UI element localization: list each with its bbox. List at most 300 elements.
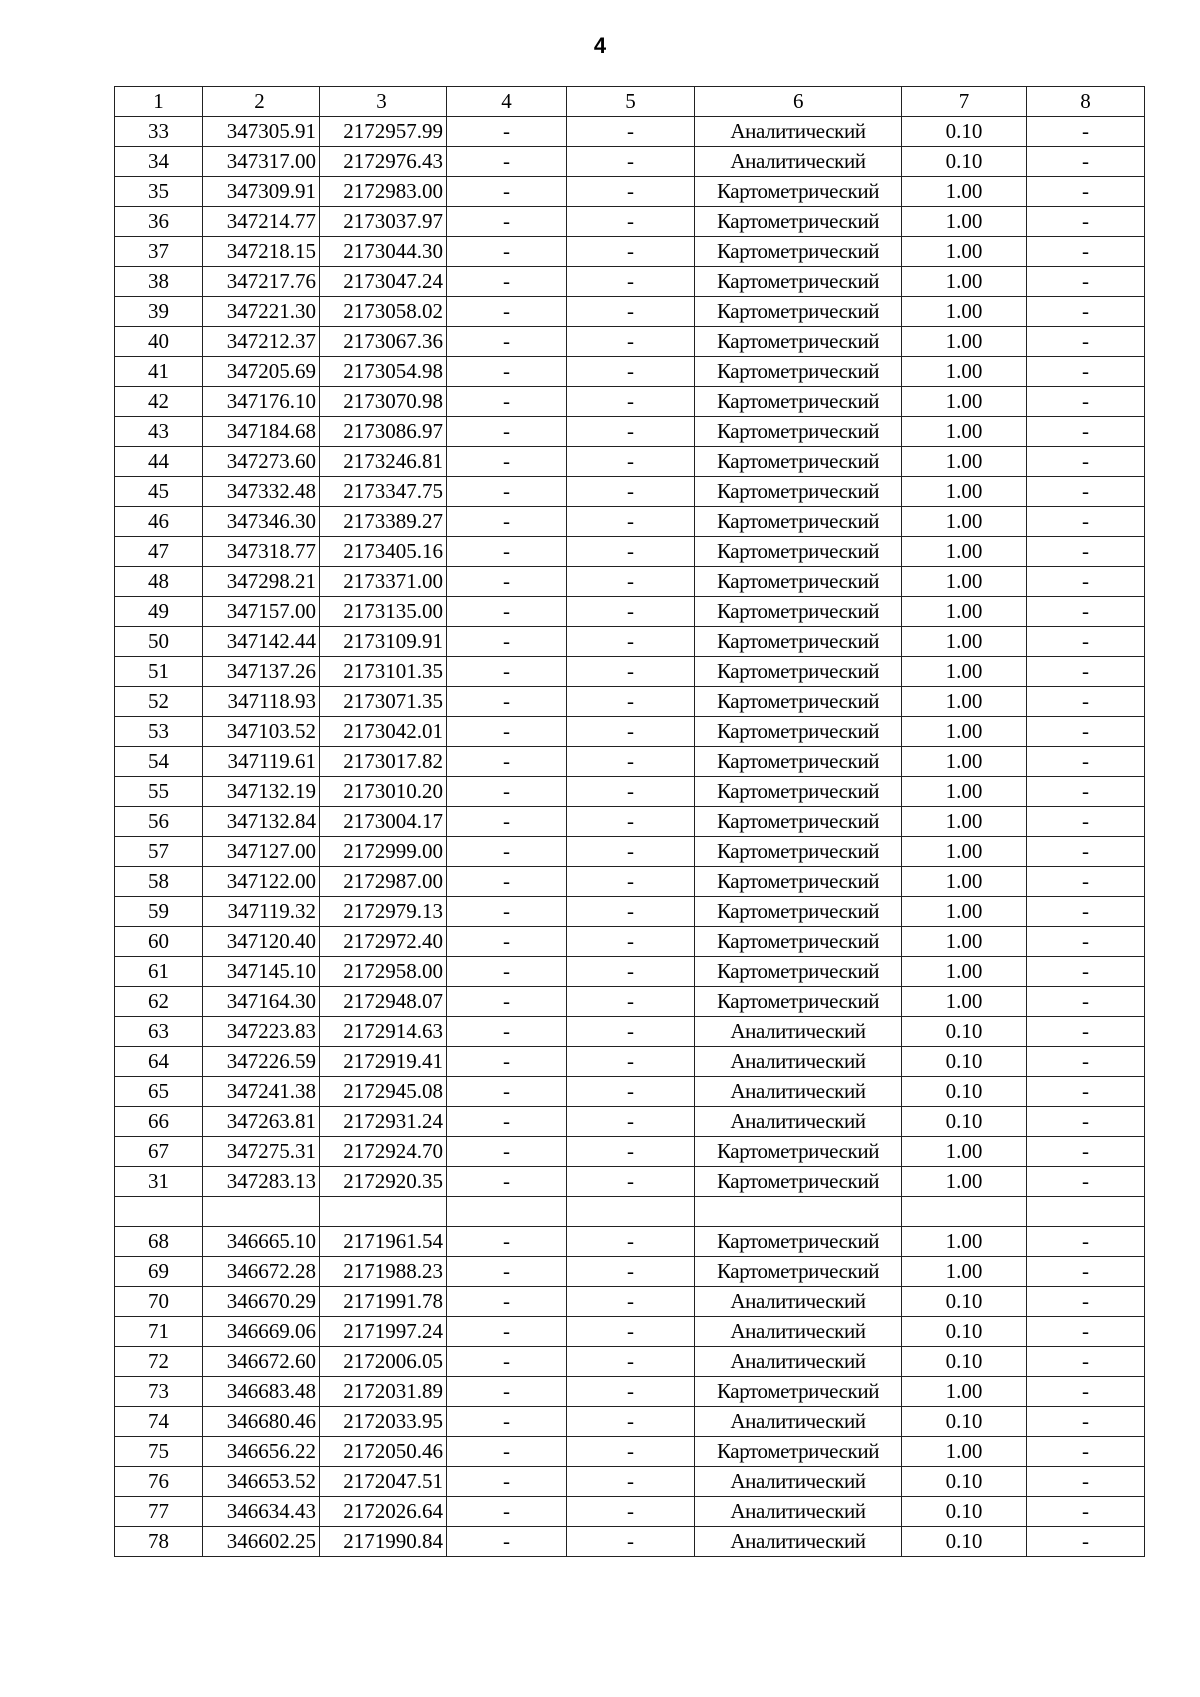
table-cell: 1.00 — [902, 267, 1027, 297]
table-cell: 346680.46 — [203, 1407, 320, 1437]
table-cell: - — [567, 1257, 695, 1287]
table-cell: Картометрический — [695, 477, 902, 507]
table-cell: 0.10 — [902, 1347, 1027, 1377]
table-cell: 346665.10 — [203, 1227, 320, 1257]
table-cell: 1.00 — [902, 987, 1027, 1017]
table-cell: - — [447, 1167, 567, 1197]
table-cell — [447, 1197, 567, 1227]
table-cell: Картометрический — [695, 657, 902, 687]
table-cell: 60 — [115, 927, 203, 957]
table-cell: - — [1027, 1167, 1145, 1197]
table-cell: 347283.13 — [203, 1167, 320, 1197]
table-cell: 2171997.24 — [320, 1317, 447, 1347]
table-cell: 347212.37 — [203, 327, 320, 357]
table-cell: 2172026.64 — [320, 1497, 447, 1527]
table-cell: - — [1027, 777, 1145, 807]
table-cell: Картометрический — [695, 387, 902, 417]
table-cell: - — [1027, 717, 1145, 747]
table-cell: 2173058.02 — [320, 297, 447, 327]
table-cell: - — [567, 1017, 695, 1047]
table-cell: - — [447, 147, 567, 177]
table-cell: 2173047.24 — [320, 267, 447, 297]
table-cell: - — [567, 1137, 695, 1167]
table-row — [115, 1287, 1145, 1317]
table-cell: 48 — [115, 567, 203, 597]
table-cell: - — [567, 1467, 695, 1497]
table-cell: - — [567, 537, 695, 567]
table-cell: 347298.21 — [203, 567, 320, 597]
table-cell: - — [1027, 1227, 1145, 1257]
table-cell: 2172919.41 — [320, 1047, 447, 1077]
table-cell: 2173109.91 — [320, 627, 447, 657]
table-cell: - — [447, 987, 567, 1017]
table-cell: 347221.30 — [203, 297, 320, 327]
table-cell: Картометрический — [695, 897, 902, 927]
table-cell: 347184.68 — [203, 417, 320, 447]
table-cell: 2172047.51 — [320, 1467, 447, 1497]
table-cell: 2172033.95 — [320, 1407, 447, 1437]
table-cell: - — [1027, 327, 1145, 357]
table-cell: Картометрический — [695, 957, 902, 987]
table-cell: 347226.59 — [203, 1047, 320, 1077]
table-cell: 2173010.20 — [320, 777, 447, 807]
table-cell: 347332.48 — [203, 477, 320, 507]
table-cell: 64 — [115, 1047, 203, 1077]
table-cell: - — [447, 1467, 567, 1497]
table-cell: - — [447, 297, 567, 327]
table-cell: 1.00 — [902, 237, 1027, 267]
table-cell: 2172050.46 — [320, 1437, 447, 1467]
table-cell: - — [447, 1527, 567, 1557]
table-cell: - — [567, 807, 695, 837]
table-row — [115, 897, 1145, 927]
table-row — [115, 807, 1145, 837]
table-cell: - — [447, 207, 567, 237]
table-cell: 347137.26 — [203, 657, 320, 687]
table-cell: 44 — [115, 447, 203, 477]
table-cell: 65 — [115, 1077, 203, 1107]
table-cell: 347122.00 — [203, 867, 320, 897]
column-header-1: 1 — [115, 87, 203, 117]
table-cell: 347217.76 — [203, 267, 320, 297]
table-row — [115, 447, 1145, 477]
table-cell: 1.00 — [902, 897, 1027, 927]
table-cell: 0.10 — [902, 1497, 1027, 1527]
table-cell: - — [1027, 1437, 1145, 1467]
table-cell: - — [567, 1077, 695, 1107]
table-cell: 1.00 — [902, 807, 1027, 837]
table-cell: 71 — [115, 1317, 203, 1347]
table-cell: - — [1027, 297, 1145, 327]
table-cell: 58 — [115, 867, 203, 897]
table-cell: 59 — [115, 897, 203, 927]
table-cell: 1.00 — [902, 657, 1027, 687]
table-cell: 0.10 — [902, 1077, 1027, 1107]
table-row — [115, 747, 1145, 777]
table-cell: - — [567, 1317, 695, 1347]
table-cell: - — [447, 507, 567, 537]
table-cell: 51 — [115, 657, 203, 687]
table-cell: 2173042.01 — [320, 717, 447, 747]
table-cell: Аналитический — [695, 1047, 902, 1077]
table-cell: Картометрический — [695, 867, 902, 897]
table-row — [115, 597, 1145, 627]
table-cell: 1.00 — [902, 507, 1027, 537]
table-cell: Аналитический — [695, 1527, 902, 1557]
table-cell: - — [447, 747, 567, 777]
table-cell: 1.00 — [902, 177, 1027, 207]
table-row — [115, 1377, 1145, 1407]
table-row — [115, 657, 1145, 687]
table-row — [115, 1257, 1145, 1287]
table-cell: 39 — [115, 297, 203, 327]
table-row — [115, 1077, 1145, 1107]
table-cell — [115, 1197, 203, 1227]
table-row — [115, 957, 1145, 987]
table-cell: - — [1027, 1347, 1145, 1377]
table-cell: - — [1027, 267, 1145, 297]
table-cell: - — [447, 1137, 567, 1167]
table-cell: Аналитический — [695, 1317, 902, 1347]
table-cell: 2172006.05 — [320, 1347, 447, 1377]
table-cell: - — [1027, 1077, 1145, 1107]
table-cell: 1.00 — [902, 1377, 1027, 1407]
table-cell: 347176.10 — [203, 387, 320, 417]
table-cell: 1.00 — [902, 837, 1027, 867]
table-cell: 77 — [115, 1497, 203, 1527]
table-cell: 34 — [115, 147, 203, 177]
table-cell: 40 — [115, 327, 203, 357]
page-number: 4 — [593, 33, 607, 58]
table-row — [115, 567, 1145, 597]
table-row — [115, 777, 1145, 807]
column-header-4: 4 — [447, 87, 567, 117]
table-cell: 57 — [115, 837, 203, 867]
table-cell: 36 — [115, 207, 203, 237]
table-cell: - — [567, 927, 695, 957]
table-cell: Аналитический — [695, 147, 902, 177]
table-cell: - — [447, 1047, 567, 1077]
table-cell: 1.00 — [902, 1257, 1027, 1287]
column-header-2: 2 — [203, 87, 320, 117]
table-row — [115, 1047, 1145, 1077]
table-cell: Картометрический — [695, 777, 902, 807]
table-cell: 347241.38 — [203, 1077, 320, 1107]
table-cell: - — [447, 417, 567, 447]
table-row — [115, 1527, 1145, 1557]
table-cell: - — [447, 777, 567, 807]
table-cell: - — [447, 177, 567, 207]
table-cell: 1.00 — [902, 1167, 1027, 1197]
table-cell: - — [447, 687, 567, 717]
table-cell: 347132.19 — [203, 777, 320, 807]
table-row — [115, 507, 1145, 537]
table-cell: 2173054.98 — [320, 357, 447, 387]
table-cell: 52 — [115, 687, 203, 717]
table-cell: 2172924.70 — [320, 1137, 447, 1167]
table-cell: - — [567, 237, 695, 267]
table-row — [115, 1437, 1145, 1467]
table-cell: - — [567, 1407, 695, 1437]
separator-row — [115, 1197, 1145, 1227]
table-row — [115, 147, 1145, 177]
table-cell: - — [1027, 957, 1145, 987]
table-cell: 1.00 — [902, 687, 1027, 717]
table-cell: 63 — [115, 1017, 203, 1047]
table-cell: - — [447, 267, 567, 297]
table-cell: - — [567, 1527, 695, 1557]
table-row — [115, 387, 1145, 417]
table-cell: Картометрический — [695, 687, 902, 717]
table-row — [115, 1347, 1145, 1377]
table-cell: 61 — [115, 957, 203, 987]
table-cell: Картометрический — [695, 927, 902, 957]
table-cell: - — [567, 327, 695, 357]
table-row — [115, 1407, 1145, 1437]
table-cell: 347118.93 — [203, 687, 320, 717]
table-cell — [567, 1197, 695, 1227]
table-cell: 2172957.99 — [320, 117, 447, 147]
table-cell: - — [447, 1227, 567, 1257]
table-cell: - — [1027, 357, 1145, 387]
table-cell: - — [567, 777, 695, 807]
table-cell: - — [1027, 657, 1145, 687]
table-cell: - — [567, 417, 695, 447]
table-cell: - — [567, 957, 695, 987]
table-cell: Картометрический — [695, 1437, 902, 1467]
table-row — [115, 177, 1145, 207]
table-cell: - — [447, 327, 567, 357]
table-cell: Аналитический — [695, 1407, 902, 1437]
table-cell: Картометрический — [695, 627, 902, 657]
table-cell: - — [1027, 147, 1145, 177]
table-cell: Аналитический — [695, 1467, 902, 1497]
table-cell: Картометрический — [695, 267, 902, 297]
table-cell: - — [1027, 117, 1145, 147]
table-cell: - — [447, 1287, 567, 1317]
table-cell: Картометрический — [695, 837, 902, 867]
table-cell: Картометрический — [695, 1167, 902, 1197]
table-cell: 346683.48 — [203, 1377, 320, 1407]
table-cell: 2172914.63 — [320, 1017, 447, 1047]
table-cell: 347318.77 — [203, 537, 320, 567]
table-cell: - — [567, 117, 695, 147]
header-row — [115, 87, 1145, 117]
table-cell: 1.00 — [902, 207, 1027, 237]
table-cell: Картометрический — [695, 987, 902, 1017]
table-cell: - — [1027, 927, 1145, 957]
table-cell: 346672.60 — [203, 1347, 320, 1377]
table-cell: 347164.30 — [203, 987, 320, 1017]
table-cell: 0.10 — [902, 1317, 1027, 1347]
table-cell: 1.00 — [902, 1437, 1027, 1467]
table-cell: 346670.29 — [203, 1287, 320, 1317]
table-row — [115, 837, 1145, 867]
table-row — [115, 357, 1145, 387]
table-cell: Картометрический — [695, 1377, 902, 1407]
table-cell: - — [1027, 1047, 1145, 1077]
table-cell: Картометрический — [695, 567, 902, 597]
table-cell: - — [567, 357, 695, 387]
table-cell: 73 — [115, 1377, 203, 1407]
table-cell: - — [567, 717, 695, 747]
table-cell: - — [1027, 1377, 1145, 1407]
table-cell: 0.10 — [902, 1407, 1027, 1437]
table-cell: - — [1027, 417, 1145, 447]
table-cell: - — [567, 477, 695, 507]
table-cell: 2172958.00 — [320, 957, 447, 987]
table-cell: 1.00 — [902, 327, 1027, 357]
table-cell: - — [447, 1107, 567, 1137]
table-row — [115, 687, 1145, 717]
table-cell: 2172031.89 — [320, 1377, 447, 1407]
table-cell: 2173135.00 — [320, 597, 447, 627]
table-cell: - — [447, 357, 567, 387]
table-cell: 2173067.36 — [320, 327, 447, 357]
table-cell: 2172945.08 — [320, 1077, 447, 1107]
table-cell: Картометрический — [695, 807, 902, 837]
table-cell: 347218.15 — [203, 237, 320, 267]
table-cell: 49 — [115, 597, 203, 627]
table-cell: 74 — [115, 1407, 203, 1437]
table-cell: Аналитический — [695, 1287, 902, 1317]
table-cell: - — [447, 1437, 567, 1467]
table-cell: 37 — [115, 237, 203, 267]
table-cell: 1.00 — [902, 627, 1027, 657]
table-cell: - — [1027, 387, 1145, 417]
table-cell: Картометрический — [695, 177, 902, 207]
table-cell: Картометрический — [695, 747, 902, 777]
table-row — [115, 417, 1145, 447]
table-cell: 0.10 — [902, 1047, 1027, 1077]
table-cell: 1.00 — [902, 417, 1027, 447]
table-cell: 347223.83 — [203, 1017, 320, 1047]
table-cell: 1.00 — [902, 1137, 1027, 1167]
table-cell: Картометрический — [695, 1257, 902, 1287]
table-cell: - — [567, 1347, 695, 1377]
table-cell: - — [567, 297, 695, 327]
table-cell: 53 — [115, 717, 203, 747]
table-cell: 2173004.17 — [320, 807, 447, 837]
table-cell: - — [447, 117, 567, 147]
table-cell: - — [1027, 1137, 1145, 1167]
table-cell: 2172979.13 — [320, 897, 447, 927]
table-row — [115, 267, 1145, 297]
table-cell: - — [447, 807, 567, 837]
table-row — [115, 117, 1145, 147]
table-cell: - — [567, 147, 695, 177]
table-cell: 347132.84 — [203, 807, 320, 837]
table-cell: 72 — [115, 1347, 203, 1377]
table-cell: - — [1027, 567, 1145, 597]
table-cell: 346602.25 — [203, 1527, 320, 1557]
table-cell: 0.10 — [902, 1287, 1027, 1317]
table-cell: 47 — [115, 537, 203, 567]
table-row — [115, 987, 1145, 1017]
table-cell: - — [1027, 747, 1145, 777]
table-cell: 31 — [115, 1167, 203, 1197]
table-row — [115, 1107, 1145, 1137]
table-cell: 2173037.97 — [320, 207, 447, 237]
table-cell: - — [447, 627, 567, 657]
table-cell: 2171961.54 — [320, 1227, 447, 1257]
table-cell: 2171990.84 — [320, 1527, 447, 1557]
table-cell: 45 — [115, 477, 203, 507]
table-cell: 1.00 — [902, 567, 1027, 597]
table-cell: - — [447, 897, 567, 927]
table-cell: 1.00 — [902, 1227, 1027, 1257]
table-cell: - — [447, 837, 567, 867]
table-cell: 38 — [115, 267, 203, 297]
table-cell: 1.00 — [902, 597, 1027, 627]
table-cell: Картометрический — [695, 327, 902, 357]
table-cell: - — [447, 597, 567, 627]
table-cell: - — [567, 447, 695, 477]
table-cell: 2173389.27 — [320, 507, 447, 537]
coordinates-table — [114, 86, 1145, 1557]
table-row — [115, 237, 1145, 267]
table-cell: 70 — [115, 1287, 203, 1317]
table-cell: 1.00 — [902, 747, 1027, 777]
table-cell: 347275.31 — [203, 1137, 320, 1167]
table-row — [115, 927, 1145, 957]
table-cell: - — [567, 867, 695, 897]
table-row — [115, 717, 1145, 747]
table-cell: - — [567, 207, 695, 237]
table-cell: 2173017.82 — [320, 747, 447, 777]
table-cell: 346669.06 — [203, 1317, 320, 1347]
table-cell: Картометрический — [695, 417, 902, 447]
table-cell: Аналитический — [695, 1347, 902, 1377]
table-cell: 2173347.75 — [320, 477, 447, 507]
table-cell: - — [447, 927, 567, 957]
table-cell: 2173405.16 — [320, 537, 447, 567]
table-cell: Аналитический — [695, 1017, 902, 1047]
table-cell: 54 — [115, 747, 203, 777]
table-cell — [320, 1197, 447, 1227]
table-cell: 346672.28 — [203, 1257, 320, 1287]
table-cell: - — [567, 627, 695, 657]
table-cell: 1.00 — [902, 717, 1027, 747]
table-cell: Картометрический — [695, 357, 902, 387]
table-cell: - — [1027, 1497, 1145, 1527]
table-cell: - — [447, 537, 567, 567]
table-cell: 55 — [115, 777, 203, 807]
table-cell: 347103.52 — [203, 717, 320, 747]
table-cell: 2173246.81 — [320, 447, 447, 477]
table-cell: - — [567, 507, 695, 537]
table-cell: 43 — [115, 417, 203, 447]
table-cell: Картометрический — [695, 597, 902, 627]
table-cell: 62 — [115, 987, 203, 1017]
table-cell: - — [1027, 1017, 1145, 1047]
table-cell: - — [1027, 687, 1145, 717]
table-cell: - — [447, 717, 567, 747]
table-cell: - — [567, 267, 695, 297]
table-row — [115, 1017, 1145, 1047]
table-cell: Картометрический — [695, 1137, 902, 1167]
table-cell: - — [447, 477, 567, 507]
table-cell: 67 — [115, 1137, 203, 1167]
table-cell: 347214.77 — [203, 207, 320, 237]
table-cell: - — [1027, 807, 1145, 837]
table-cell: 347309.91 — [203, 177, 320, 207]
table-cell: 347263.81 — [203, 1107, 320, 1137]
table-cell: 347305.91 — [203, 117, 320, 147]
table-row — [115, 477, 1145, 507]
table-row — [115, 1467, 1145, 1497]
table-cell: - — [447, 1017, 567, 1047]
